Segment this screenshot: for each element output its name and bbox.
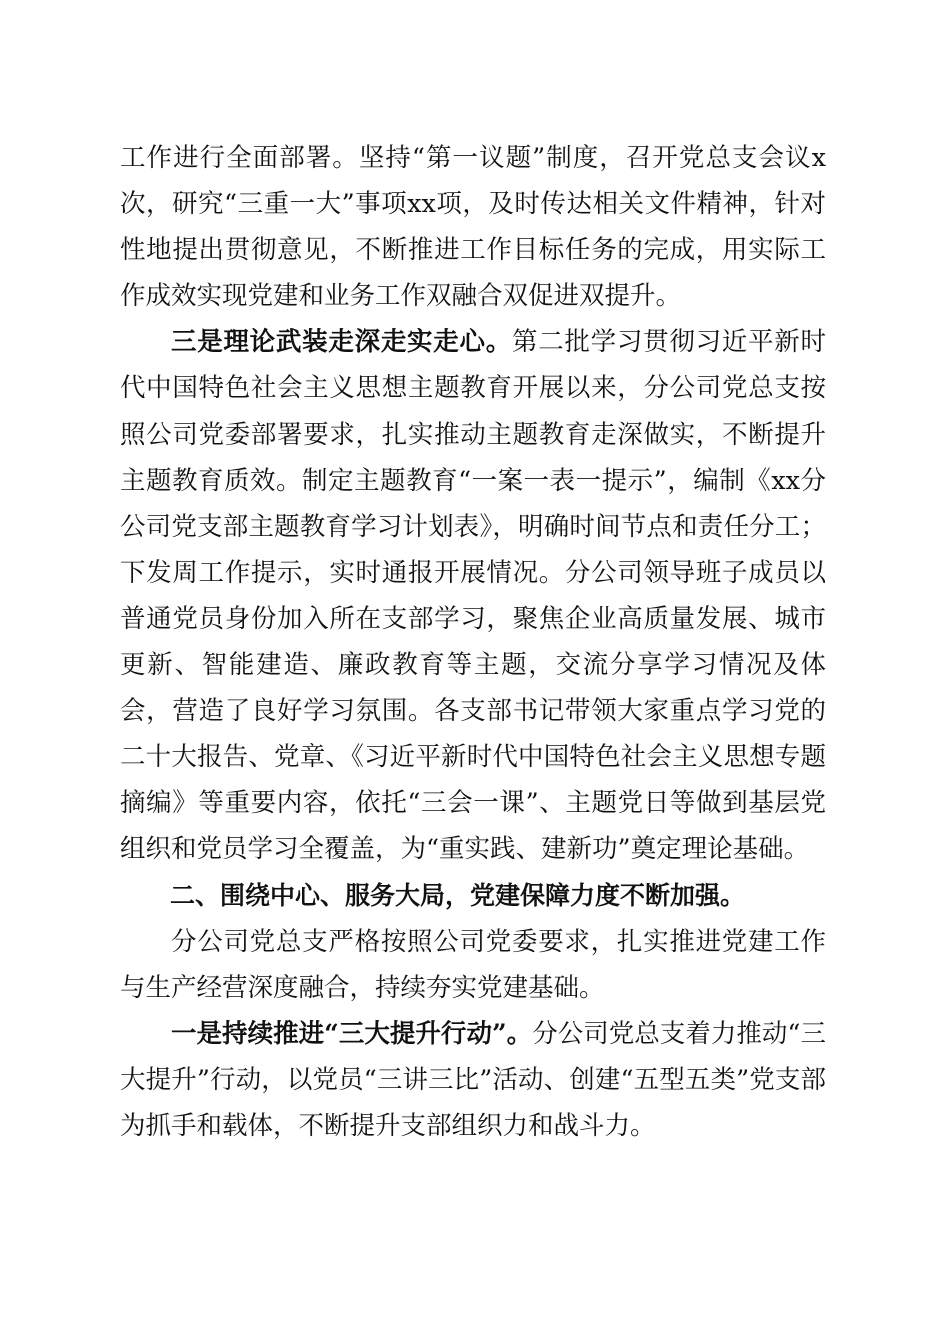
paragraph-continuation: 工作进行全面部署。坚持“第一议题”制度，召开党总支会议x次，研究“三重一大”事项xx项，及时传达相关文件精神，针对性地提出贯彻意见，不断推进工作目标任务的完成，用实际工作成效实现党建和业务工作双融合双促进双提升。 xyxy=(120,143,826,312)
paragraph-item-3 xyxy=(120,319,826,872)
item-3-lead: 三是理论武装走深走实走心。 xyxy=(171,327,512,358)
document-body xyxy=(120,135,826,1149)
item-1-body: 分公司党总支着力推动“三大提升”行动，以党员“三讲三比”活动、创建“五型五类”党支部为抓手和载体，不断提升支部组织力和战斗力。 xyxy=(120,1018,826,1141)
section-2-heading: 二、围绕中心、服务大局，党建保障力度不断加强。 xyxy=(170,880,746,910)
section-2-intro: 分公司党总支严格按照公司党委要求，扎实推进党建工作与生产经营深度融合，持续夯实党建基础。 xyxy=(120,926,826,1003)
item-1-lead: 一是持续推进“三大提升行动”。 xyxy=(171,1018,533,1049)
paragraph-item-1 xyxy=(120,1011,826,1149)
item-3-body: 第二批学习贯彻习近平新时代中国特色社会主义思想主题教育开展以来，分公司党总支按照公司党委部署要求，扎实推动主题教育走深做实，不断提升主题教育质效。制定主题教育“一案一表一提示”，编制《xx分公司党支部主题教育学习计划表》，明确时间节点和责任分工；下发周工作提示，实时通报开展情况。分公司领导班子成员以普通党员身份加入所在支部学习，聚焦企业高质量发展、城市更新、智能建造、廉政教育等主题，交流分享学习情况及体会，营造了良好学习氛围。各支部书记带领大家重点学习党的二十大报告、党章、《习近平新时代中国特色社会主义思想专题摘编》等重要内容，依托“三会一课”、主题党日等做到基层党组织和党员学习全覆盖，为“重实践、建新功”奠定理论基础。 xyxy=(120,327,826,865)
